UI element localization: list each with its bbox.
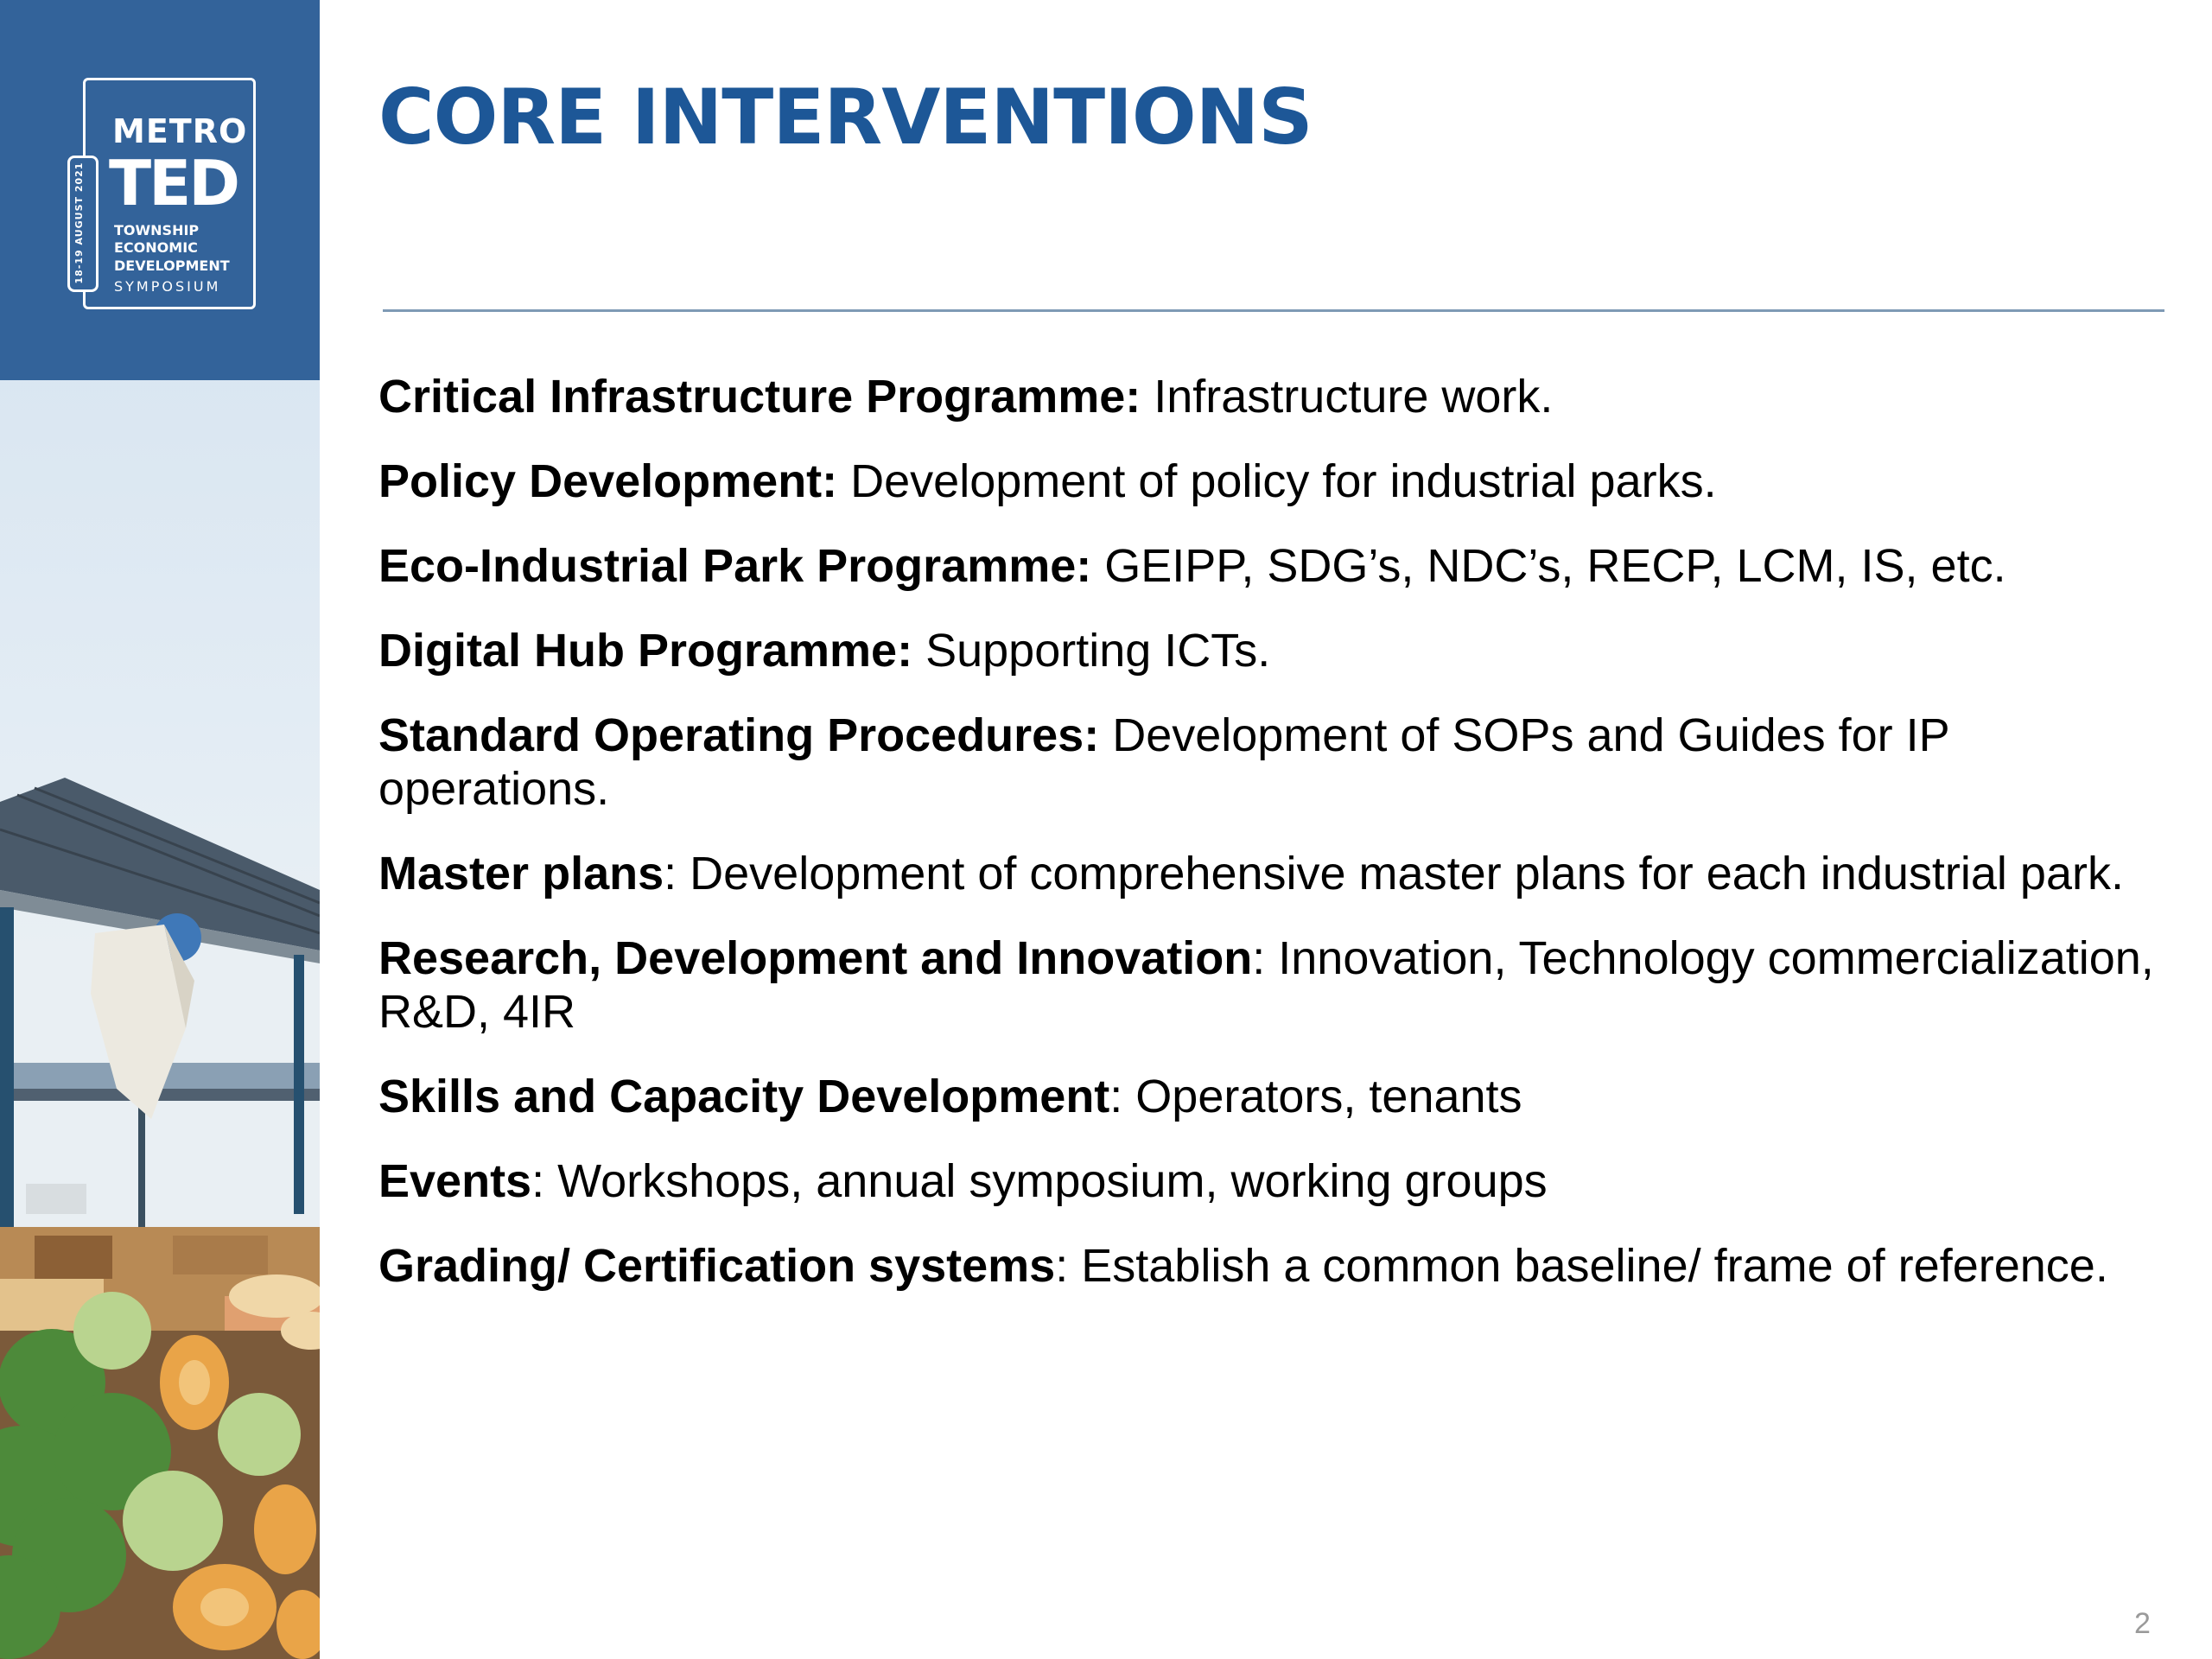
list-item xyxy=(378,539,2176,593)
item-description: Supporting ICTs. xyxy=(912,625,1271,677)
list-item xyxy=(378,931,2176,1039)
item-description: Operators, tenants xyxy=(1122,1071,1522,1122)
item-term: Eco-Industrial Park Programme: xyxy=(378,540,1092,592)
item-description: Infrastructure work. xyxy=(1141,371,1554,423)
logo-metro-text: METRO xyxy=(112,112,248,150)
list-item xyxy=(378,709,2176,816)
logo-date: 18-19 AUGUST 2021 xyxy=(73,162,85,284)
interventions-list xyxy=(378,370,2176,1324)
slide-title: CORE INTERVENTIONS xyxy=(378,73,1313,162)
item-term: Skills and Capacity Development xyxy=(378,1071,1110,1122)
market-photo xyxy=(0,778,320,1659)
logo-township-text: TOWNSHIP xyxy=(114,222,200,238)
list-item xyxy=(378,370,2176,423)
list-item xyxy=(378,847,2176,900)
item-description: Establish a common baseline/ frame of reference. xyxy=(1068,1240,2108,1292)
item-separator: : xyxy=(664,848,677,899)
item-description: Development of SOPs and Guides for IP operations. xyxy=(378,709,1949,815)
item-description: Development of policy for industrial parks. xyxy=(837,455,1717,507)
item-term: Policy Development: xyxy=(378,455,838,507)
item-term: Events xyxy=(378,1155,532,1207)
logo-development-text: DEVELOPMENT xyxy=(114,257,230,274)
title-divider xyxy=(383,309,2164,312)
item-term: Research, Development and Innovation xyxy=(378,932,1253,984)
item-term: Digital Hub Programme: xyxy=(378,625,913,677)
list-item xyxy=(378,454,2176,508)
item-separator: : xyxy=(531,1155,545,1207)
list-item xyxy=(378,1239,2176,1293)
item-separator: : xyxy=(1252,932,1266,984)
item-term: Critical Infrastructure Programme: xyxy=(378,371,1141,423)
list-item xyxy=(378,1154,2176,1208)
item-description: Innovation, Technology commercialization, R&D, 4IR xyxy=(378,932,2154,1038)
logo-date-tab xyxy=(67,156,99,292)
list-item xyxy=(378,1070,2176,1123)
item-term: Master plans xyxy=(378,848,664,899)
item-separator: : xyxy=(1109,1071,1123,1122)
item-description: Development of comprehensive master plans for each industrial park. xyxy=(677,848,2124,899)
item-separator: : xyxy=(1055,1240,1069,1292)
item-term: Standard Operating Procedures: xyxy=(378,709,1100,761)
page-number: 2 xyxy=(2134,1607,2151,1640)
item-description: GEIPP, SDG’s, NDC’s, RECP, LCM, IS, etc. xyxy=(1091,540,2006,592)
logo-economic-text: ECONOMIC xyxy=(114,239,198,256)
logo-panel xyxy=(0,0,320,380)
sidebar-panel xyxy=(0,0,320,1659)
logo-ted-text: TED xyxy=(109,147,238,219)
list-item xyxy=(378,624,2176,677)
item-description: Workshops, annual symposium, working groups xyxy=(544,1155,1548,1207)
logo-symposium-text: SYMPOSIUM xyxy=(114,278,221,295)
item-term: Grading/ Certification systems xyxy=(378,1240,1056,1292)
